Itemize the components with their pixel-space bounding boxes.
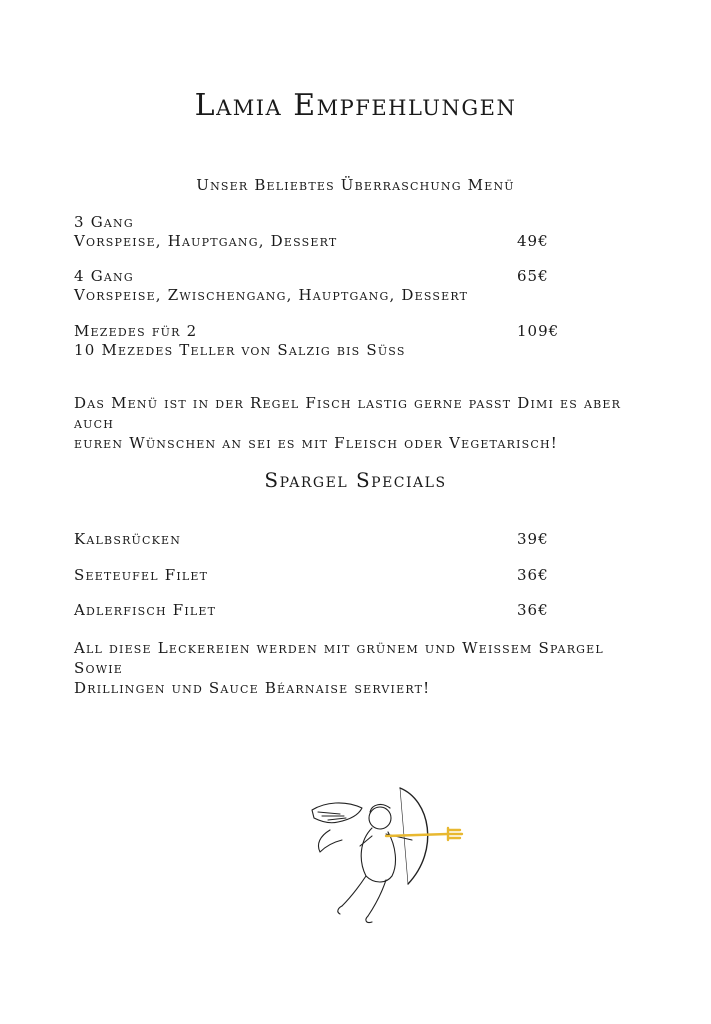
specials-title: Spargel Specials [264,468,447,492]
special-item-price: 36€ [517,566,549,584]
menu-item-desc: 10 Mezedes Teller von Salzig bis Süss [74,341,406,359]
special-item-name: Adlerfisch Filet [74,601,217,619]
menu-item-desc: Vorspeise, Hauptgang, Dessert [74,232,338,250]
menu-item-desc: Vorspeise, Zwischengang, Hauptgang, Dessert [74,286,469,304]
specials-note [74,638,644,698]
menu-item-price: 49€ [517,232,549,250]
special-item-price: 36€ [517,601,549,619]
specials-note-line2: Drillingen und Sauce Béarnaise serviert! [74,679,431,697]
page-title: Lamia Empfehlungen [194,88,517,123]
menu-note-line2: euren Wünschen an sei es mit Fleisch oder Vegetarisch! [74,434,559,452]
head [369,807,391,829]
menu-item-name: Mezedes für 2 [74,322,198,340]
fork-shaft [386,834,448,836]
menu-subtitle: Unser Beliebtes Überraschung Menü [196,176,515,194]
special-item-price: 39€ [517,530,549,548]
menu-note-line1: Das Menü ist in der Regel Fisch lastig gerne passt Dimi es aber auch [74,394,622,432]
specials-note-line1: All diese Leckereien werden mit grünem und Weissem Spargel Sowie [74,639,604,677]
menu-item-price: 65€ [517,267,549,285]
special-item-name: Kalbsrücken [74,530,182,548]
menu-item-price: 109€ [517,322,560,340]
special-item-name: Seeteufel Filet [74,566,209,584]
menu-note [74,393,644,453]
cupid-icon [300,780,470,930]
menu-item-name: 4 Gang [74,267,134,285]
menu-item-name: 3 Gang [74,213,134,231]
fork-tines [448,828,462,840]
wing [312,803,362,823]
